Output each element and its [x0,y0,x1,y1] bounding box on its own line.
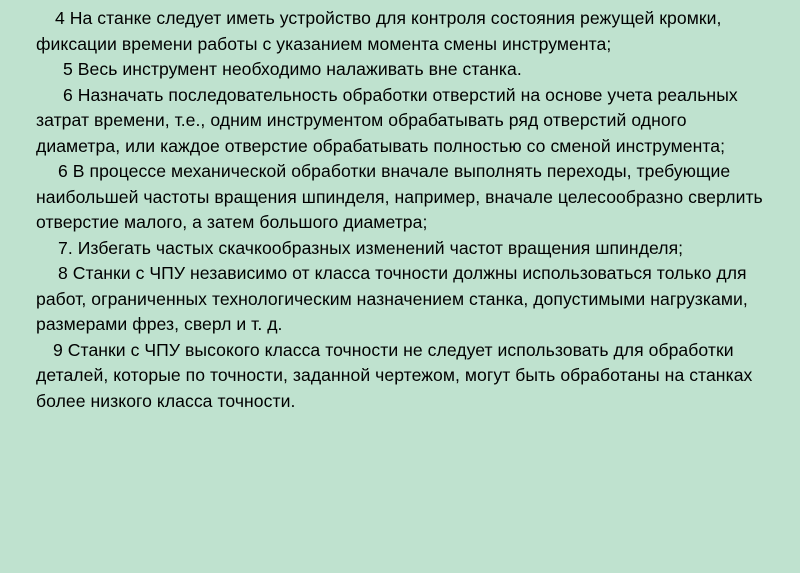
paragraph-item-6-sequence: 6 Назначать последовательность обработки отверстий на основе учета реальных затрат времени, т.е., одним инструментом обрабатывать ряд отверстий одного диаметра, или каждое отверстие обрабатывать полностью со сменой инструмента; [36,84,738,156]
paragraph-item-8: 8 Станки с ЧПУ независимо от класса точности должны использоваться только для работ, ограниченных технологическим назначением станка, допустимыми нагрузками, размерами фрез, сверл и т. д. [36,263,748,334]
paragraph-item-4: 4 На станке следует иметь устройство для контроля состояния режущей кромки, фиксации времени работы с указанием момента смены инструмента; [36,8,722,54]
paragraph-item-9: 9 Станки с ЧПУ высокого класса точности не следует использовать для обработки деталей, которые по точности, заданной чертежом, могут быть обработаны на станках более низкого класса точности. [36,339,753,411]
paragraph-item-5: 5 Весь инструмент необходимо налаживать вне станка. [63,59,522,79]
paragraph-item-6-machining: 6 В процессе механической обработки вначале выполнять переходы, требующие наибольшей частоты вращения шпинделя, например, вначале целесообразно сверлить отверстие малого, а затем большого диаметра; [36,161,763,232]
paragraph-item-7: 7. Избегать частых скачкообразных изменений частот вращения шпинделя; [58,237,684,258]
